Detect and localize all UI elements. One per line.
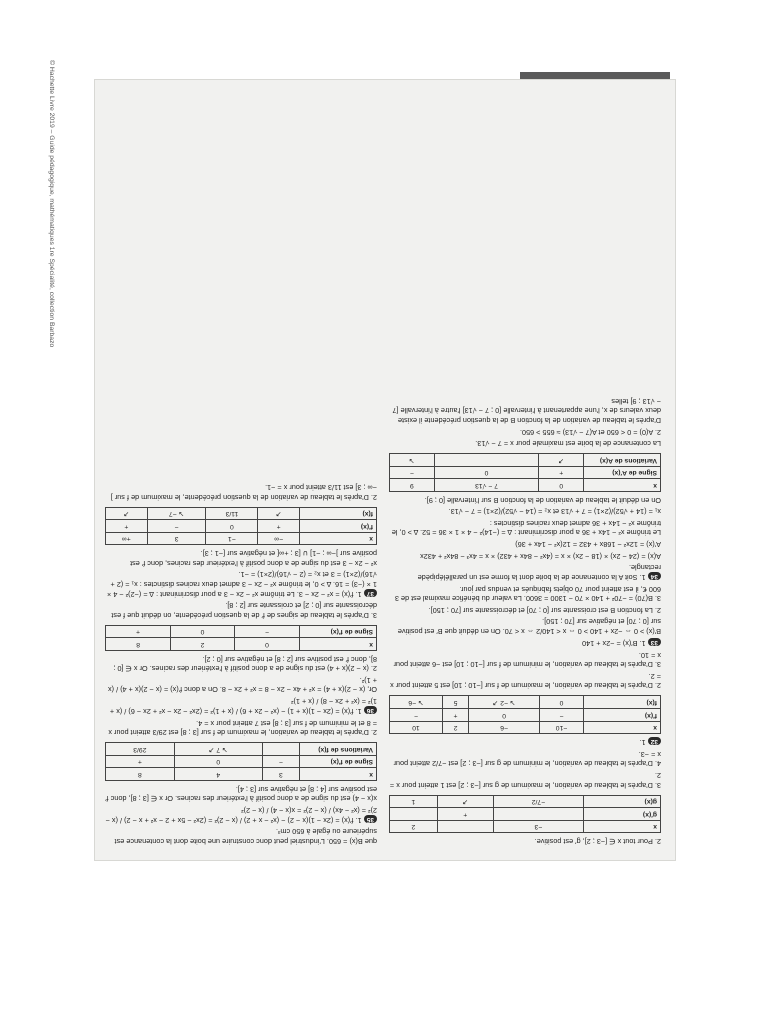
rotated-content [95,80,675,860]
paragraph: 2. D'après le tableau de variation de la question précédente, le maximum de f sur ]−∞ ; 3] est 11/3 atteint pour x = −1. [110,482,377,502]
variation-table-f32: x −10 −6 2 10 f′(x) − 0 + − f(x) 0 ↘ −2 ↗ 5 ↘ −6 [389,695,661,734]
exercise-number: 33 [648,638,661,646]
paragraph: 3. D'après le tableau de variation, le minimum de f sur [−10 ; 10] est −6 atteint pour x = 10. [393,650,661,670]
paragraph: 2. (x − 2)(x + 4) est du signe de a donc positif à l'extérieur des racines. Or x ∈ [0 ; 8], donc f′ est positive sur [2 ; 8] et négative sur [0 ; 2]. [113,654,377,674]
paragraph: 2. Pour tout x ∈ [−3 ; 2], g′ est positive. [534,837,661,846]
paragraph: 331. B′(x) = −2x + 140 [389,638,661,648]
sign-table-f36: x 0 2 8 Signe de f′(x) − 0 + [105,625,377,651]
paragraph: A′(x) = 12x² − 168x + 432 = 12(x² − 14x + 36) [515,539,661,549]
margin-credit: © Hachette Livre 2019 – Guide pédagogique, mathématiques 1re Spécialité, collection Barbazo [48,60,55,348]
paragraph: 321. [389,737,661,747]
paragraph: 2. D'après le tableau de variation, le maximum de f sur [−10 ; 10] est 5 atteint pour x = 2. [390,671,661,691]
paragraph: 3. D'après le tableau de variation, le maximum de g sur [−3 ; 2] est 1 atteint pour x = 2. [389,771,661,790]
paragraph: 3. D'après le tableau de signes de f′ de la question précédente, on déduit que f est décroissante sur [0 ; 2] et croissante sur [2 ; 8]. [111,601,377,620]
paragraph: Le trinôme x² − 14x + 36 a pour discriminant : Δ = (−14)² − 4 × 1 × 36 = 52. Δ > 0, le trinôme x² − 14x + 36 admet deux racines distinctes : [391,518,661,538]
paragraph: 3. B(70) = −70² + 140 × 70 − 1300 = 3600. La valeur du bénéfice maximal est de 3 600 €, il est atteint pour 70 objets fabriqués et vendus par jour. [394,584,661,604]
paragraph: D'après le tableau de variation de la fonction B de la question précédente il existe deux valeurs de x, l'une appartenant à l'intervalle [0 ; 7 − √13] l'autre à l'intervalle [7 − √13 ; 9] telles [392,396,661,425]
exercise-number: 32 [648,737,661,745]
paragraph: x² − 2x − 3 est du signe de a donc positif à l'extérieur des racines, donc f′ est positive sur ]−∞ ; −1] ∪ [3 ; +∞[ et négative sur [−1 ; 3]. [130,548,377,568]
left-column [389,394,661,846]
paragraph: 2. La fonction B est croissante sur [0 ; 70] et décroissante sur [70 ; 150]. [428,605,661,615]
paragraph: Or, (x − 2)(x + 4) = x² + 4x − 2x − 8 = x² + 2x − 8. On a donc f′(x) = (x − 2)(x + 4) / (x + 1)². [107,675,377,695]
variation-table-f35: x 3 4 8 Signe de f′(x) − 0 + Variations de f(x) ↘ 7 ↗ 29/3 [105,742,377,781]
paragraph: 351. f′(x) = (2x − 1)(x − 2) − (x² − x + 2) / (x − 2)² = (2x² − 5x + 2 − x² + x − 2) / (x − 2)² = (x² − 4x) / (x − 2)² = x(x − 4) / (x − 2)² [105,805,377,825]
variation-table-f37: x −∞ −1 3 +∞ f′(x) + 0 − + f(x) ↗ 11/3 ↘ −7 ↗ [105,507,377,546]
paragraph: que B(x) = 650. L'industriel peut donc construire une boite dont la contenance est supérieure ou égale à 650 cm³. [114,827,377,846]
paragraph: La contenance de la boite est maximale pour x = 7 − √13. [475,439,661,449]
exercise-number: 34 [648,572,661,580]
variation-table-g: x −3 2 g′(x) + g(x) −7/2 ↗ 1 [389,795,661,834]
paragraph: 2. D'après le tableau de variation, le maximum de f sur [3 ; 8] est 29/3 atteint pour x = 8 et le minimum de f sur [3 ; 8] est 7 atteint pour x = 4. [108,718,377,738]
paragraph: 4. D'après le tableau de variation, le minimum de g sur [−3 ; 2] est −7/2 atteint pour x = −3. [393,749,661,769]
exercise-number: 36 [364,706,377,714]
paragraph: x₁ = (14 + √52)/(2×1) = 7 + √13 et x₂ = (14 − √52)/(2×1) = 7 − √13. [448,507,661,517]
paragraph: 341. Soit A la contenance de la boite dont la forme est un parallélépipède rectangle. [417,563,661,583]
paragraph: A(x) = (24 − 2x) × (18 − 2x) × x = (4x² − 84x + 432) × x = 4x³ − 84x² + 432x [420,551,661,561]
paragraph: On en déduit le tableau de variation de la fonction B sur l'intervalle [0 ; 9]. [424,495,661,505]
paragraph: 371. f′(x) = x² − 2x − 3. Le trinôme x² − 2x − 3 a pour discriminant : Δ = (−2)² − 4 × 1 × (−3) = 16. Δ > 0, le trinôme x² − 2x − 3 admet deux racines distinctes : x₁ = (2 + √16)/(2×1) = 3 et x₂ = (2 − √16)/(2×1) = −1. [107,570,377,599]
exercise-number: 37 [364,589,377,597]
paragraph: B′(x) > 0 ⇔ −2x + 140 > 0 ⇔ x < 140/2 ⇔ x < 70. On en déduit que B′ est positive sur [0 ; 70] et négative sur [70 ; 150]. [397,617,661,637]
paragraph: x(x − 4) est du signe de a donc positif à l'extérieur des racines. Or x ∈ [3 ; 8], donc f′ est positive sur [4 ; 8] et négative sur [3 ; 4]. [105,784,377,804]
paragraph: 361. f′(x) = (2x − 1)(x + 1) − (x² − 2x + 6) / (x + 1)² = (2x² − 2x − x² + 2x − 6) / (x + 1)² = (x² + 2x − 8) / (x + 1)² [109,697,377,717]
header-bar [520,72,670,80]
page-sheet [95,80,675,860]
paragraph: 2. A(0) = 0 < 650 et A(7 − √13) ≈ 655 > 650. [519,427,661,437]
right-column [105,480,377,846]
variation-table-A: x 0 7 − √13 9 Signe de A′(x) + 0 − Variations de A(x) ↗ ↘ [389,453,661,492]
exercise-number: 35 [364,815,377,823]
